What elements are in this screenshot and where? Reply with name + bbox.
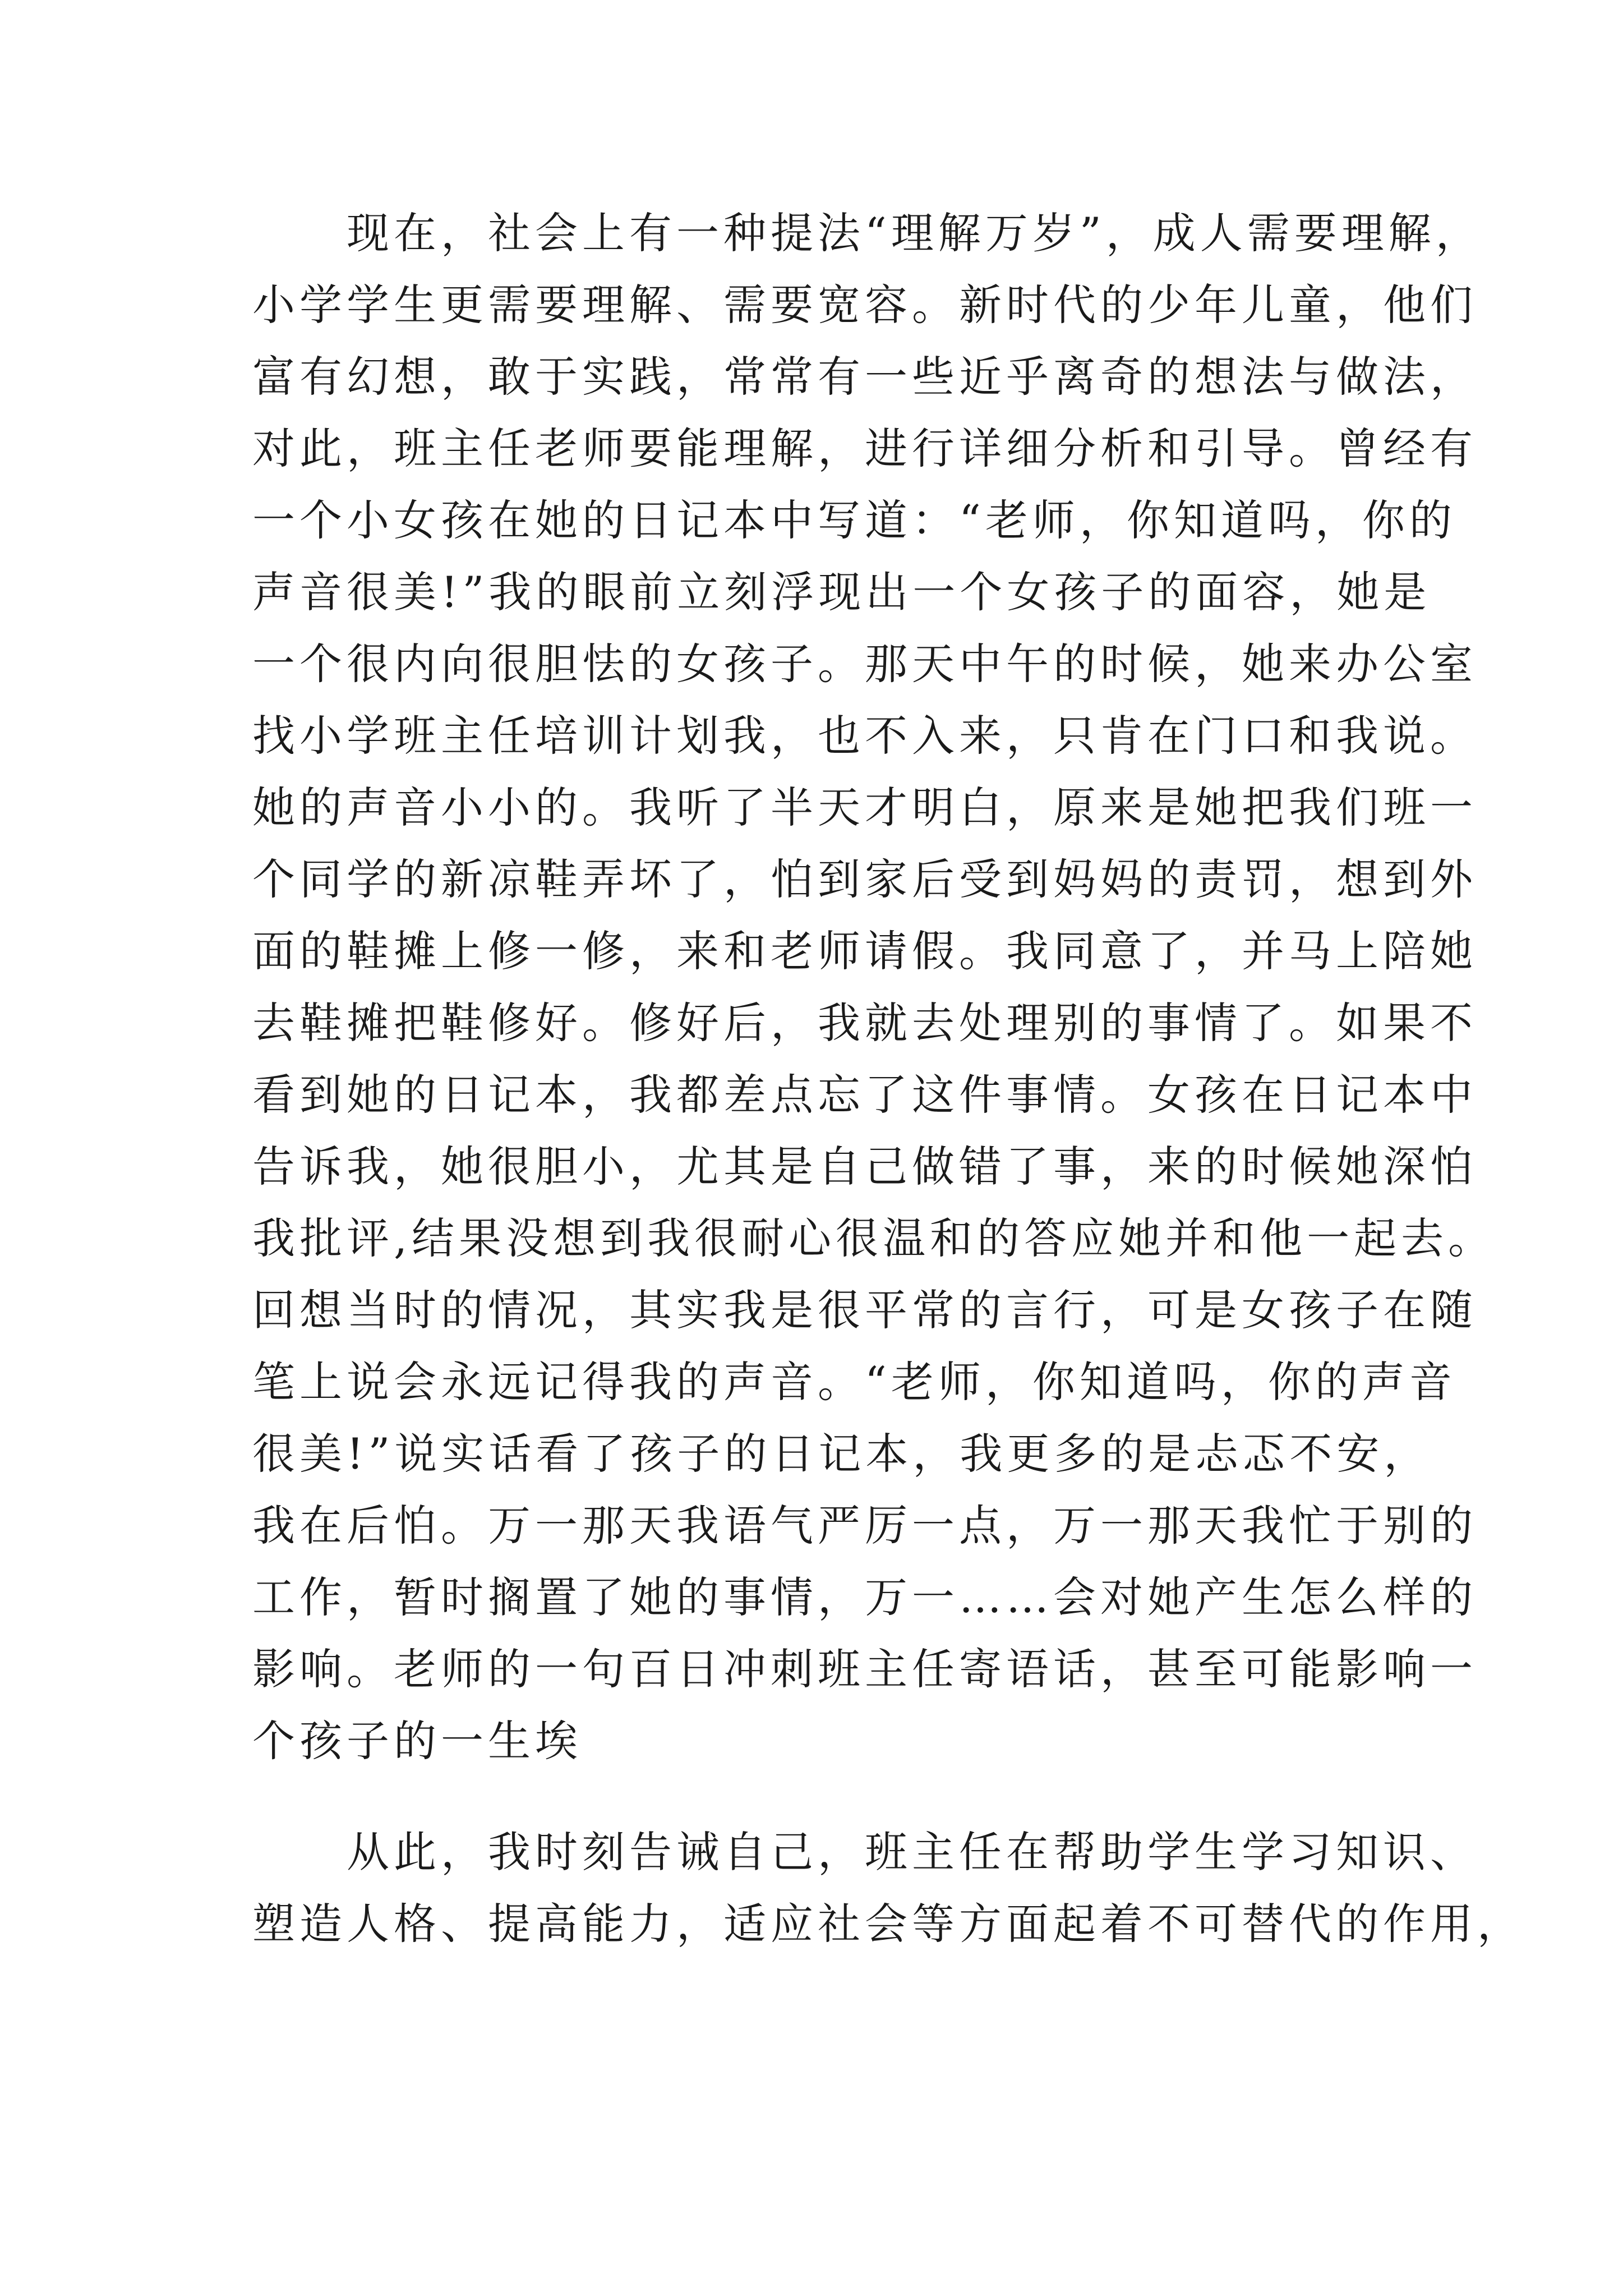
paragraph-line: 塑造人格、提高能力，适应社会等方面起着不可替代的作用， (252, 1899, 1524, 1949)
paragraph-line: 从此，我时刻告诫自己，班主任在帮助学生学习知识、 (252, 1827, 1477, 1877)
paragraph-line: 我批评,结果没想到我很耐心很温和的答应她并和他一起去。 (252, 1213, 1496, 1263)
paragraph-line: 个同学的新凉鞋弄坏了，怕到家后受到妈妈的责罚，想到外 (252, 854, 1477, 904)
paragraph-line: 笔上说会永远记得我的声音。“老师，你知道吗，你的声音 (252, 1357, 1456, 1407)
paragraph-line: 告诉我，她很胆小，尤其是自己做错了事，来的时候她深怕 (252, 1142, 1477, 1191)
paragraph-line: 她的声音小小的。我听了半天才明白，原来是她把我们班一 (252, 783, 1477, 832)
paragraph-1 (252, 197, 1496, 1777)
paragraph-line: 看到她的日记本，我都差点忘了这件事情。女孩在日记本中 (252, 1070, 1477, 1120)
paragraph-line: 工作，暂时搁置了她的事情，万一……会对她产生怎么样的 (252, 1572, 1477, 1622)
paragraph-line: 回想当时的情况，其实我是很平常的言行，可是女孩子在随 (252, 1285, 1477, 1335)
paragraph-line: 很美!”说实话看了孩子的日记本，我更多的是忐忑不安， (252, 1429, 1431, 1479)
paragraph-line: 面的鞋摊上修一修，来和老师请假。我同意了，并马上陪她 (252, 926, 1477, 976)
paragraph-2 (252, 1816, 1524, 1960)
paragraph-line: 我在后怕。万一那天我语气严厉一点，万一那天我忙于别的 (252, 1501, 1477, 1550)
paragraph-line: 小学学生更需要理解、需要宽容。新时代的少年儿童，他们 (252, 280, 1477, 330)
paragraph-line: 富有幻想，敢于实践，常常有一些近乎离奇的想法与做法， (252, 352, 1477, 402)
paragraph-line: 声音很美!”我的眼前立刻浮现出一个女孩子的面容，她是 (252, 567, 1431, 617)
paragraph-line: 影响。老师的一句百日冲刺班主任寄语话，甚至可能影响一 (252, 1644, 1477, 1694)
paragraph-line: 一个很内向很胆怯的女孩子。那天中午的时候，她来办公室 (252, 639, 1477, 689)
paragraph-line: 现在，社会上有一种提法“理解万岁”，成人需要理解， (252, 208, 1483, 258)
paragraph-line: 对此，班主任老师要能理解，进行详细分析和引导。曾经有 (252, 424, 1477, 473)
paragraph-line: 个孩子的一生埃 (252, 1716, 582, 1766)
document-body (252, 197, 1524, 1960)
paragraph-line: 找小学班主任培训计划我，也不入来，只肯在门口和我说。 (252, 711, 1477, 761)
paragraph-line: 一个小女孩在她的日记本中写道：“老师，你知道吗，你的 (252, 495, 1456, 545)
paragraph-gap (252, 1777, 1391, 1816)
paragraph-line: 去鞋摊把鞋修好。修好后，我就去处理别的事情了。如果不 (252, 998, 1477, 1048)
